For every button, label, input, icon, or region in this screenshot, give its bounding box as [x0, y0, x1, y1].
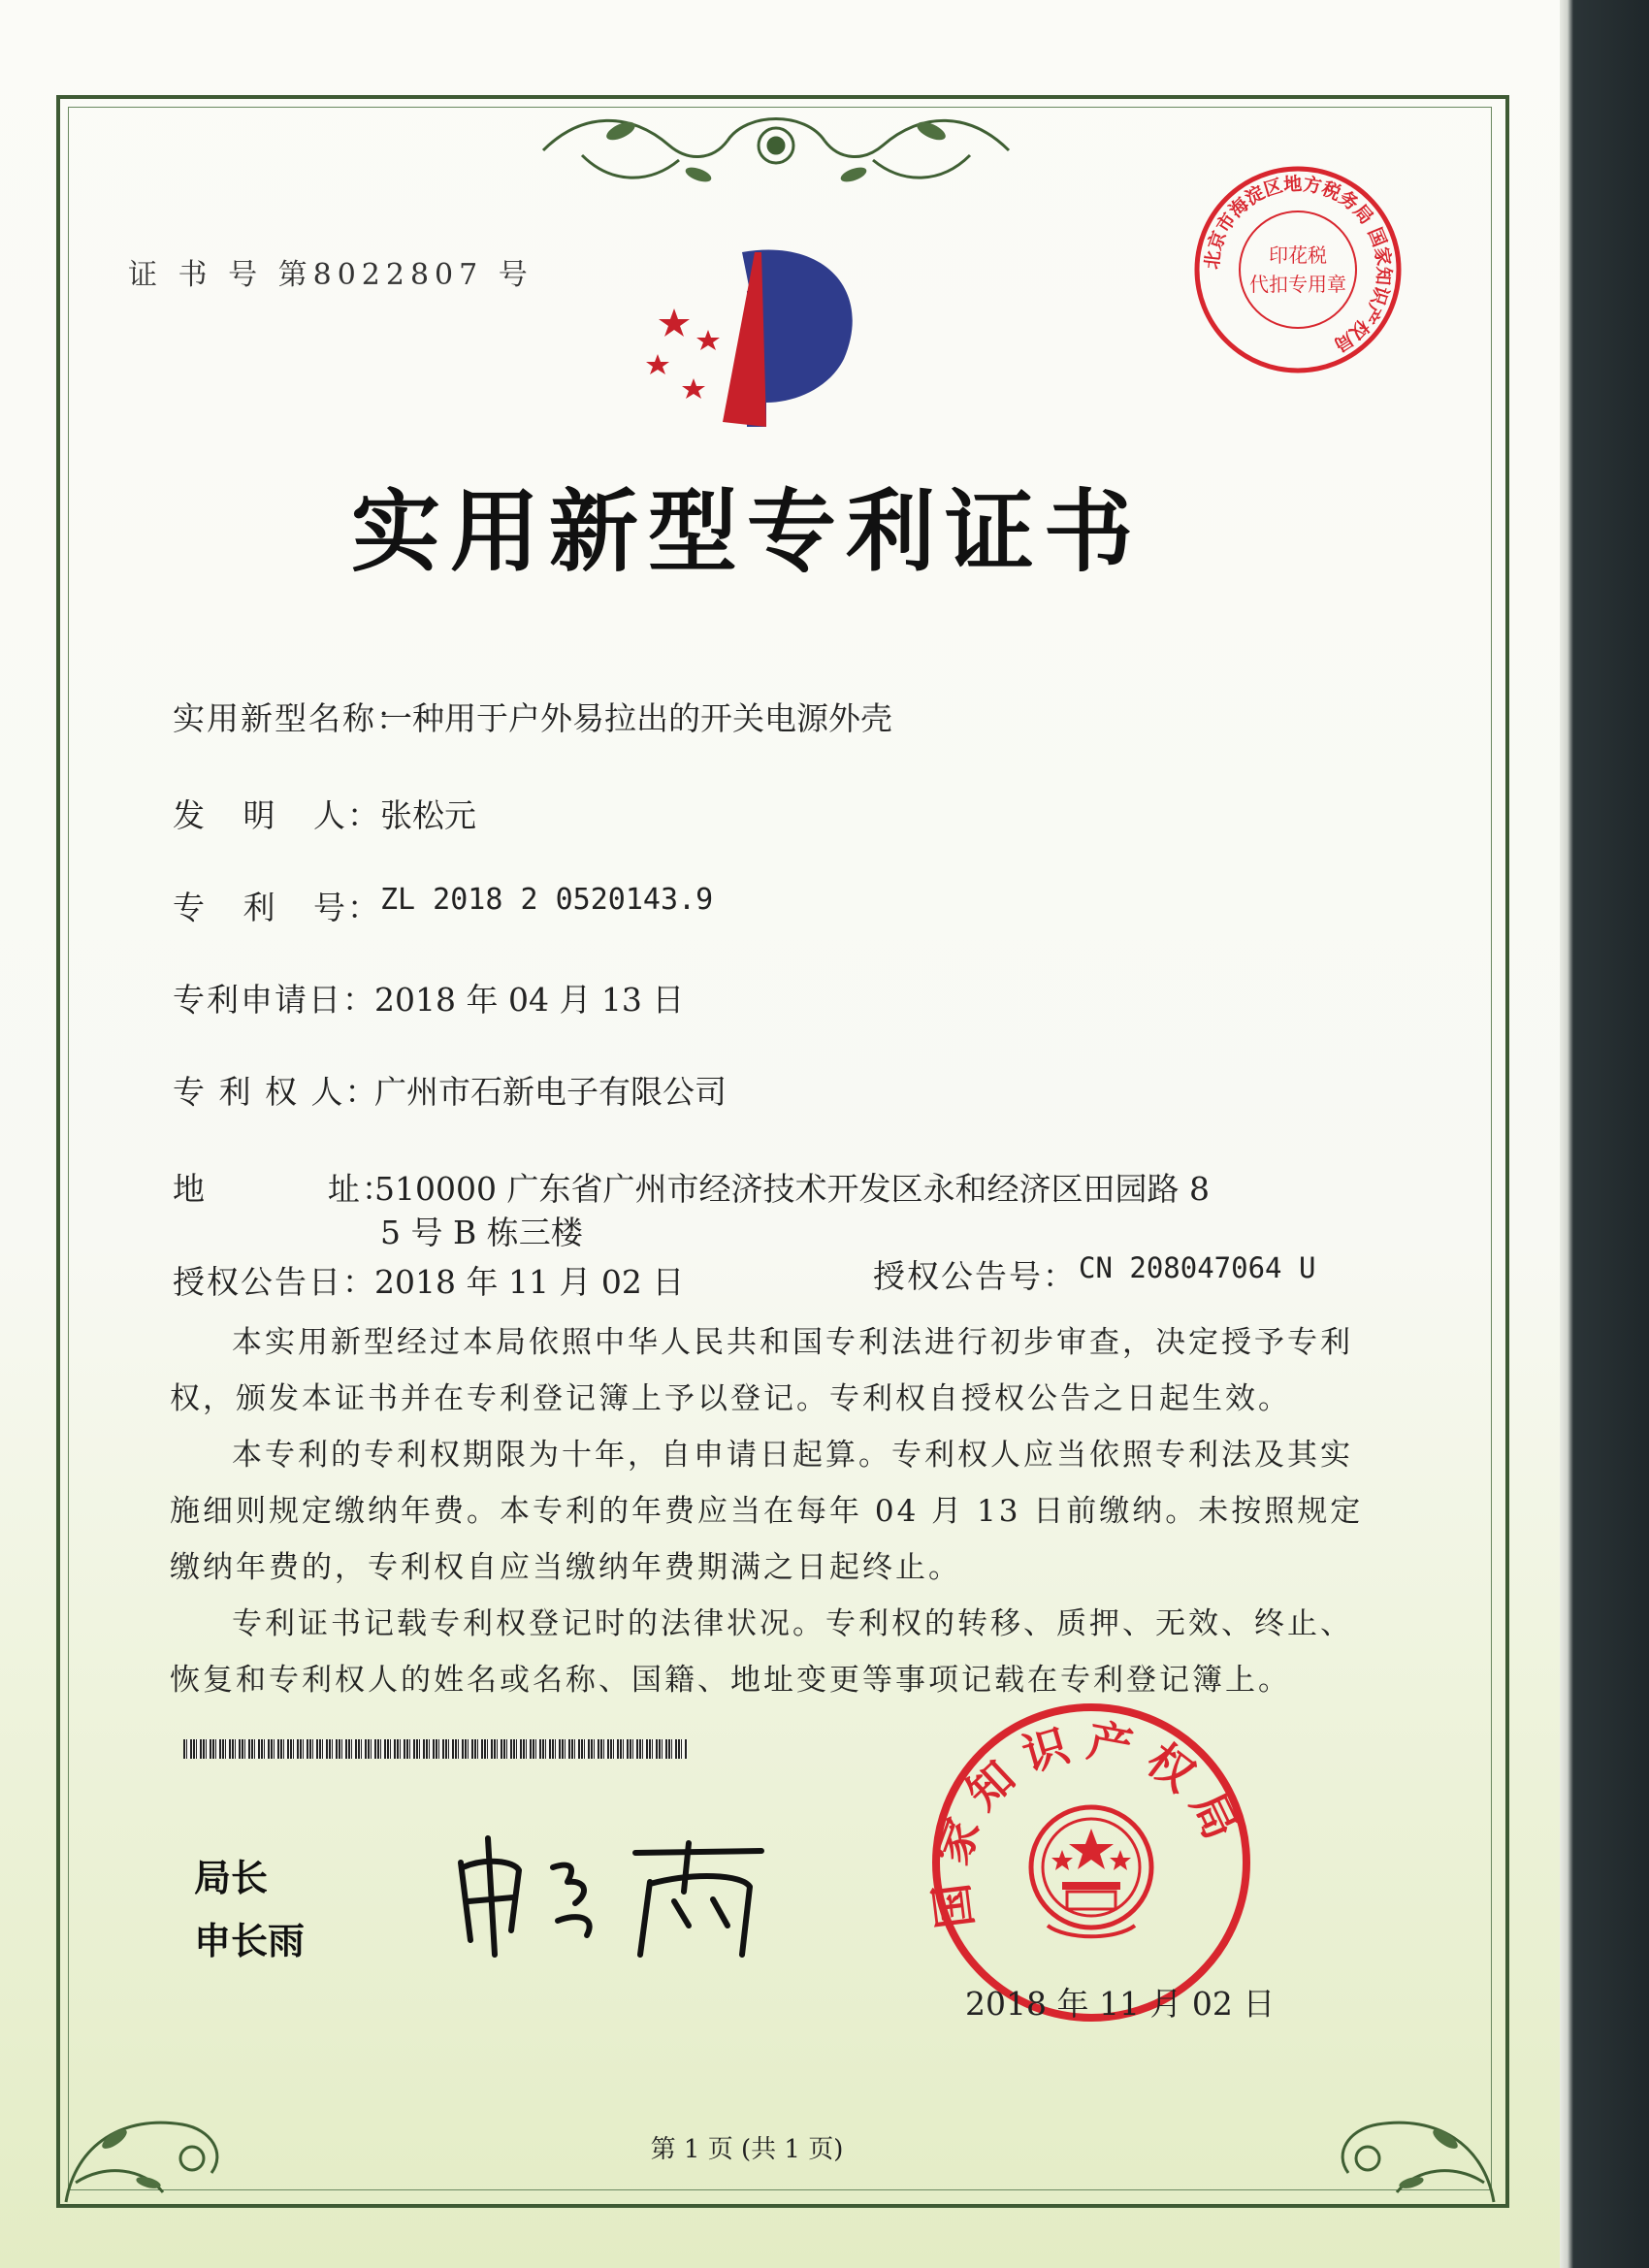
grant-number-value: CN 208047064 U [1079, 1251, 1316, 1284]
grant-date-label: 授权公告日： [173, 1263, 376, 1301]
grant-date-value: 2018 年 11 月 02 日 [374, 1263, 685, 1301]
patent-office-logo [630, 233, 892, 437]
tax-stamp-center-line2: 代扣专用章 [1249, 273, 1346, 296]
model-name-value: 一种用于户外易拉出的开关电源外壳 [380, 699, 892, 737]
director-title: 局长 [194, 1857, 269, 1899]
director-signature [441, 1824, 791, 1960]
inventor-value: 张松元 [380, 796, 476, 834]
certificate-title: 实用新型专利证书 [350, 479, 1143, 584]
patent-number-value: ZL 2018 2 0520143.9 [380, 883, 714, 917]
barcode [183, 1739, 688, 1759]
body-paragraph-1: 本实用新型经过本局依照中华人民共和国专利法进行初步审查，决定授予专利权，颁发本证书并在专利登记簿上予以登记。专利权自授权公告之日起生效。 [170, 1325, 1353, 1416]
model-name-label: 实用新型名称： [173, 699, 410, 737]
tax-stamp [1191, 163, 1405, 376]
page-footer: 第 1 页 (共 1 页) [650, 2135, 844, 2164]
certificate-number: 证 书 号 第8022807 号 [128, 258, 534, 292]
seal-date: 2018 年 11 月 02 日 [965, 1985, 1276, 2023]
director-name: 申长雨 [194, 1920, 306, 1962]
application-date-label: 专利申请日： [173, 981, 376, 1019]
inventor-label: 发 明 人： [173, 796, 381, 834]
seal-ring-text: 国家知识产权局 [922, 1713, 1254, 1931]
grant-number-label: 授权公告号： [873, 1257, 1077, 1295]
tax-stamp-ring-text: 北京市海淀区地方税务局 国家知识产权局 [1201, 173, 1395, 356]
top-ornament [524, 92, 1028, 199]
national-emblem-icon [1031, 1807, 1151, 1936]
patentee-label: 专 利 权 人： [173, 1073, 379, 1111]
body-paragraph-3: 专利证书记载专利权登记时的法律状况。专利权的转移、质押、无效、终止、恢复和专利权人的姓名或名称、国籍、地址变更等事项记载在专利登记簿上。 [170, 1606, 1353, 1698]
scan-edge [1560, 0, 1649, 2268]
patent-number-label: 专 利 号： [173, 889, 381, 926]
address-line2: 5 号 B 栋三楼 [380, 1214, 583, 1251]
tax-stamp-center-line1: 印花税 [1269, 243, 1327, 267]
address-line1: 510000 广东省广州市经济技术开发区永和经济区田园路 8 [374, 1170, 1210, 1208]
patentee-value: 广州市石新电子有限公司 [374, 1073, 727, 1111]
address-label: 地 址： [173, 1170, 396, 1208]
certificate-body [170, 1314, 1373, 1708]
application-date-value: 2018 年 04 月 13 日 [374, 981, 685, 1019]
body-paragraph-2: 本专利的专利权期限为十年，自申请日起算。专利权人应当依照专利法及其实施细则规定缴纳年费。本专利的年费应当在每年 04 月 13 日前缴纳。未按照规定缴纳年费的，专利权自应当缴纳年费期满之日起终止。 [170, 1438, 1364, 1585]
